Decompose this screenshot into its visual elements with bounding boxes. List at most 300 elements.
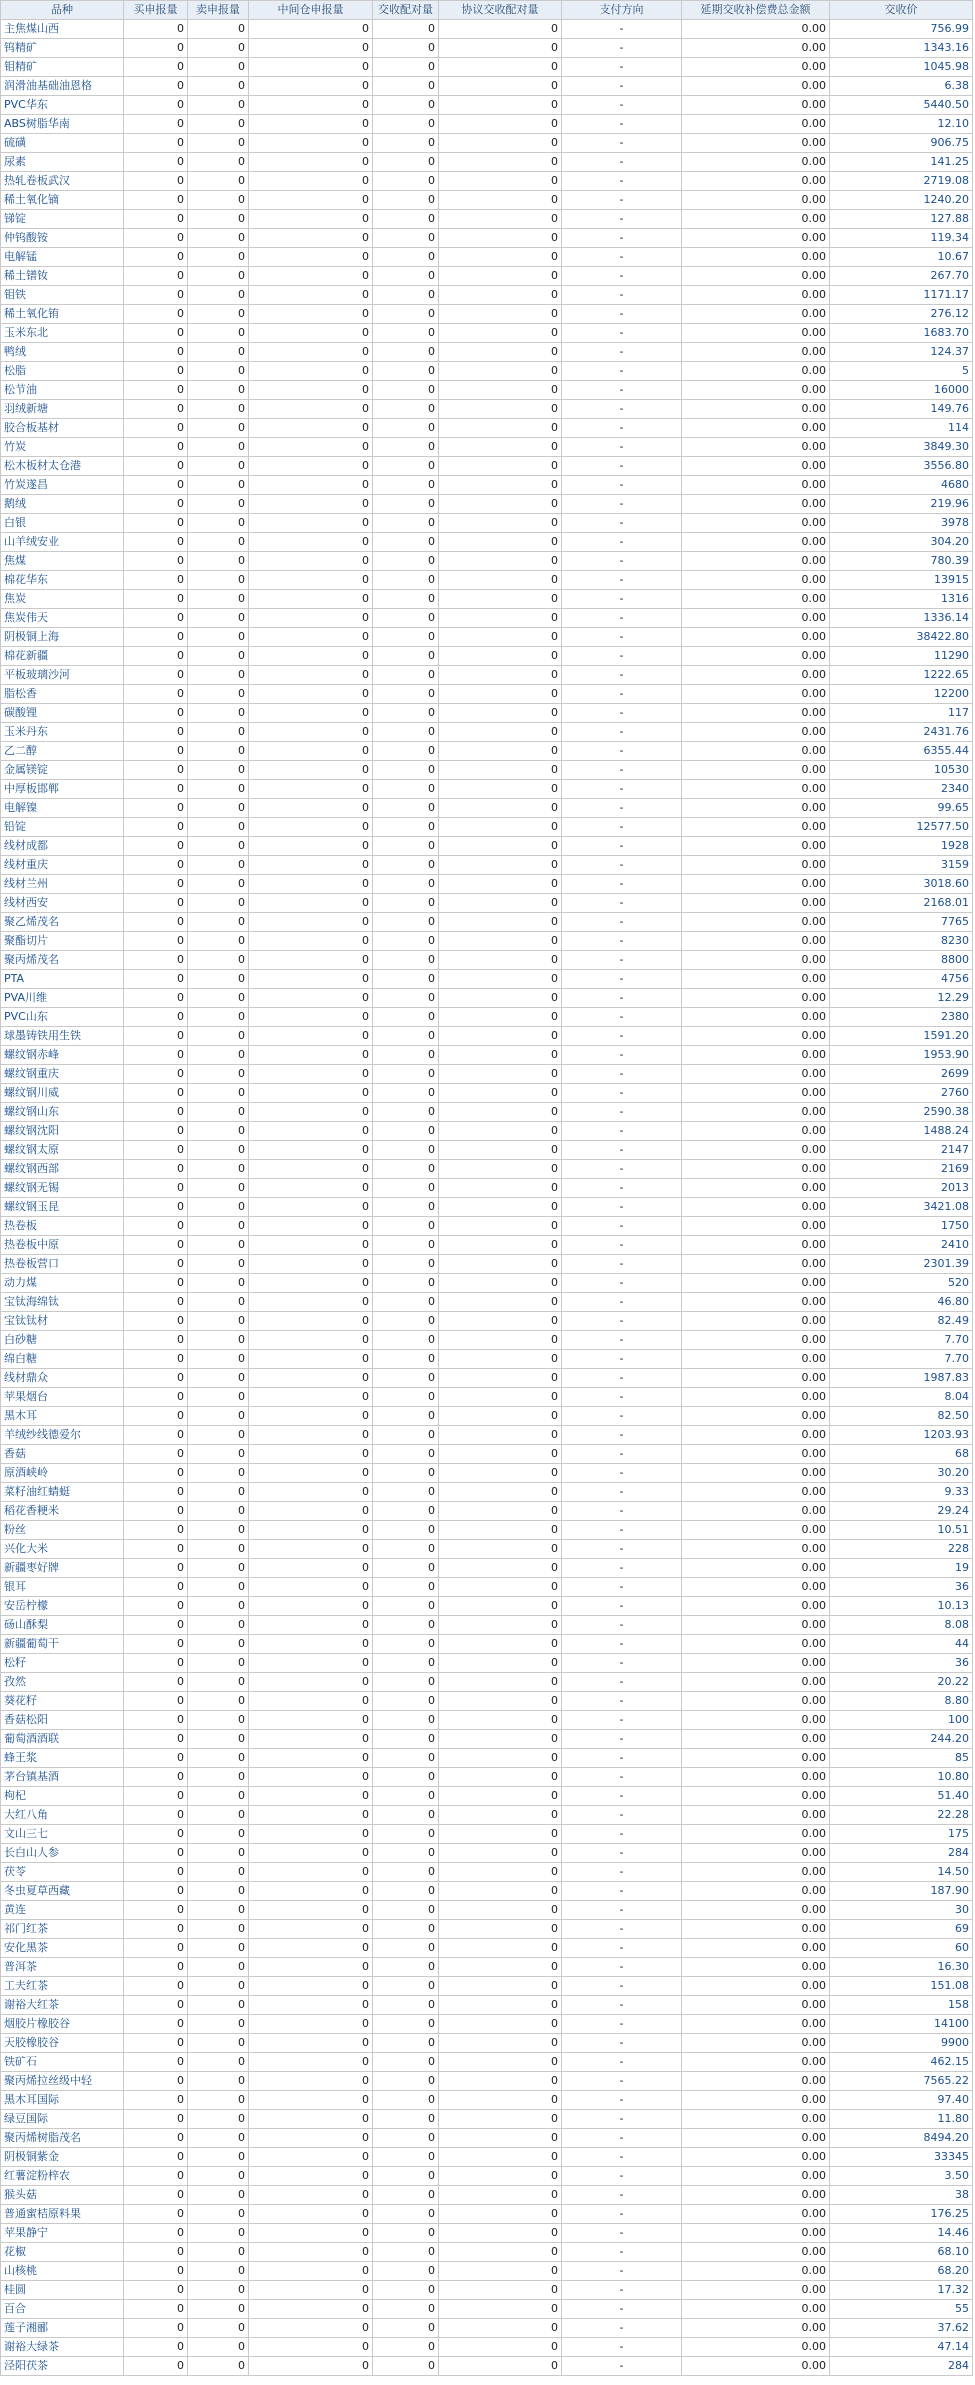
cell-sell-declared: 0 <box>188 1540 249 1559</box>
cell-delivery-price: 1343.16 <box>830 39 973 58</box>
cell-deferred-compensation: 0.00 <box>682 1730 830 1749</box>
cell-variety[interactable]: 绿豆国际 <box>1 2110 124 2129</box>
cell-delivery-matched: 0 <box>373 1958 439 1977</box>
cell-deferred-compensation: 0.00 <box>682 1559 830 1578</box>
cell-agreement-matched: 0 <box>439 381 562 400</box>
cell-deferred-compensation: 0.00 <box>682 191 830 210</box>
cell-buy-declared: 0 <box>124 20 188 39</box>
cell-agreement-matched: 0 <box>439 1312 562 1331</box>
cell-delivery-matched: 0 <box>373 58 439 77</box>
table-row <box>1 1065 973 1084</box>
cell-deferred-compensation: 0.00 <box>682 1882 830 1901</box>
cell-sell-declared: 0 <box>188 457 249 476</box>
cell-payment-direction: - <box>562 476 682 495</box>
cell-agreement-matched: 0 <box>439 2053 562 2072</box>
cell-variety[interactable]: 阴极铜上海 <box>1 628 124 647</box>
cell-intermediate-declared: 0 <box>249 1502 373 1521</box>
cell-deferred-compensation: 0.00 <box>682 324 830 343</box>
cell-variety[interactable]: 烟胶片橡胶谷 <box>1 2015 124 2034</box>
cell-deferred-compensation: 0.00 <box>682 2281 830 2300</box>
cell-variety[interactable]: 兴化大米 <box>1 1540 124 1559</box>
cell-deferred-compensation: 0.00 <box>682 2034 830 2053</box>
cell-intermediate-declared: 0 <box>249 590 373 609</box>
table-row <box>1 362 973 381</box>
cell-variety[interactable]: 葡萄酒酒联 <box>1 1730 124 1749</box>
cell-buy-declared: 0 <box>124 1274 188 1293</box>
cell-buy-declared: 0 <box>124 400 188 419</box>
table-row <box>1 1008 973 1027</box>
cell-delivery-price: 16.30 <box>830 1958 973 1977</box>
cell-sell-declared: 0 <box>188 1122 249 1141</box>
cell-variety[interactable]: 螺纹钢无锡 <box>1 1179 124 1198</box>
cell-variety[interactable]: 聚丙烯茂名 <box>1 951 124 970</box>
cell-variety[interactable]: 平板玻璃沙河 <box>1 666 124 685</box>
cell-delivery-price: 1240.20 <box>830 191 973 210</box>
cell-variety[interactable]: PTA <box>1 970 124 989</box>
cell-delivery-matched: 0 <box>373 552 439 571</box>
cell-intermediate-declared: 0 <box>249 286 373 305</box>
cell-delivery-price: 1928 <box>830 837 973 856</box>
cell-variety[interactable]: PVC山东 <box>1 1008 124 1027</box>
cell-intermediate-declared: 0 <box>249 362 373 381</box>
cell-intermediate-declared: 0 <box>249 628 373 647</box>
cell-intermediate-declared: 0 <box>249 1160 373 1179</box>
cell-deferred-compensation: 0.00 <box>682 1027 830 1046</box>
table-row <box>1 1559 973 1578</box>
cell-agreement-matched: 0 <box>439 1369 562 1388</box>
table-row <box>1 1863 973 1882</box>
cell-variety[interactable]: 蜂王浆 <box>1 1749 124 1768</box>
table-row <box>1 609 973 628</box>
cell-variety[interactable]: 红薯淀粉梓农 <box>1 2167 124 2186</box>
cell-delivery-price: 14.46 <box>830 2224 973 2243</box>
cell-delivery-price: 1953.90 <box>830 1046 973 1065</box>
cell-sell-declared: 0 <box>188 1977 249 1996</box>
cell-delivery-price: 37.62 <box>830 2319 973 2338</box>
cell-variety[interactable]: 安岳柠檬 <box>1 1597 124 1616</box>
cell-variety[interactable]: 桂圆 <box>1 2281 124 2300</box>
cell-variety[interactable]: 玉米丹东 <box>1 723 124 742</box>
cell-deferred-compensation: 0.00 <box>682 96 830 115</box>
cell-variety[interactable]: 热卷板中原 <box>1 1236 124 1255</box>
cell-intermediate-declared: 0 <box>249 495 373 514</box>
cell-payment-direction: - <box>562 970 682 989</box>
cell-payment-direction: - <box>562 609 682 628</box>
cell-intermediate-declared: 0 <box>249 476 373 495</box>
cell-payment-direction: - <box>562 799 682 818</box>
cell-sell-declared: 0 <box>188 2034 249 2053</box>
table-row <box>1 2319 973 2338</box>
cell-variety[interactable]: 普洱茶 <box>1 1958 124 1977</box>
cell-variety[interactable]: 稻花香粳米 <box>1 1502 124 1521</box>
cell-buy-declared: 0 <box>124 799 188 818</box>
cell-variety[interactable]: 黑木耳国际 <box>1 2091 124 2110</box>
cell-variety[interactable]: 螺纹钢山东 <box>1 1103 124 1122</box>
cell-variety[interactable]: 热卷板营口 <box>1 1255 124 1274</box>
cell-delivery-price: 2699 <box>830 1065 973 1084</box>
cell-variety[interactable]: 祁门红茶 <box>1 1920 124 1939</box>
cell-buy-declared: 0 <box>124 856 188 875</box>
cell-variety[interactable]: 茅台镇基酒 <box>1 1768 124 1787</box>
cell-variety[interactable]: 铅锭 <box>1 818 124 837</box>
cell-buy-declared: 0 <box>124 1654 188 1673</box>
cell-deferred-compensation: 0.00 <box>682 77 830 96</box>
cell-variety[interactable]: 锑锭 <box>1 210 124 229</box>
cell-variety[interactable]: 文山三七 <box>1 1825 124 1844</box>
cell-sell-declared: 0 <box>188 1825 249 1844</box>
cell-payment-direction: - <box>562 1236 682 1255</box>
cell-buy-declared: 0 <box>124 1236 188 1255</box>
cell-sell-declared: 0 <box>188 2053 249 2072</box>
cell-delivery-price: 119.34 <box>830 229 973 248</box>
cell-variety[interactable]: 铁矿石 <box>1 2053 124 2072</box>
cell-intermediate-declared: 0 <box>249 723 373 742</box>
cell-deferred-compensation: 0.00 <box>682 457 830 476</box>
table-row <box>1 2357 973 2376</box>
table-row <box>1 1407 973 1426</box>
cell-sell-declared: 0 <box>188 1084 249 1103</box>
cell-delivery-price: 22.28 <box>830 1806 973 1825</box>
cell-payment-direction: - <box>562 2224 682 2243</box>
cell-sell-declared: 0 <box>188 1103 249 1122</box>
cell-variety[interactable]: 谢裕大绿茶 <box>1 2338 124 2357</box>
cell-variety[interactable]: 热卷板 <box>1 1217 124 1236</box>
cell-variety[interactable]: 菜籽油红蜻蜓 <box>1 1483 124 1502</box>
cell-delivery-matched: 0 <box>373 2262 439 2281</box>
cell-variety[interactable]: 主焦煤山西 <box>1 20 124 39</box>
cell-variety[interactable]: 花椒 <box>1 2243 124 2262</box>
cell-delivery-price: 29.24 <box>830 1502 973 1521</box>
cell-variety[interactable]: 猴头菇 <box>1 2186 124 2205</box>
cell-variety[interactable]: 螺纹钢西部 <box>1 1160 124 1179</box>
cell-agreement-matched: 0 <box>439 20 562 39</box>
cell-variety[interactable]: 螺纹钢太原 <box>1 1141 124 1160</box>
cell-variety[interactable]: 稀土氧化镝 <box>1 191 124 210</box>
cell-variety[interactable]: 鸭绒 <box>1 343 124 362</box>
cell-deferred-compensation: 0.00 <box>682 2262 830 2281</box>
cell-intermediate-declared: 0 <box>249 1939 373 1958</box>
cell-intermediate-declared: 0 <box>249 818 373 837</box>
cell-intermediate-declared: 0 <box>249 1901 373 1920</box>
cell-variety[interactable]: 聚乙烯茂名 <box>1 913 124 932</box>
cell-variety[interactable]: 孜然 <box>1 1673 124 1692</box>
cell-buy-declared: 0 <box>124 96 188 115</box>
cell-buy-declared: 0 <box>124 514 188 533</box>
cell-intermediate-declared: 0 <box>249 2186 373 2205</box>
cell-variety[interactable]: 松籽 <box>1 1654 124 1673</box>
cell-variety[interactable]: 宝钛海绵钛 <box>1 1293 124 1312</box>
cell-variety[interactable]: 葵花籽 <box>1 1692 124 1711</box>
cell-variety[interactable]: 大红八角 <box>1 1806 124 1825</box>
cell-variety[interactable]: 普通蜜桔原料果 <box>1 2205 124 2224</box>
cell-delivery-price: 68 <box>830 1445 973 1464</box>
cell-variety[interactable]: 松木板材太仓港 <box>1 457 124 476</box>
cell-buy-declared: 0 <box>124 704 188 723</box>
cell-variety[interactable]: 钼精矿 <box>1 58 124 77</box>
cell-deferred-compensation: 0.00 <box>682 1483 830 1502</box>
table-row <box>1 1920 973 1939</box>
cell-intermediate-declared: 0 <box>249 1996 373 2015</box>
table-row <box>1 628 973 647</box>
cell-variety[interactable]: 松脂 <box>1 362 124 381</box>
cell-agreement-matched: 0 <box>439 1749 562 1768</box>
cell-variety[interactable]: 线材成都 <box>1 837 124 856</box>
cell-agreement-matched: 0 <box>439 1407 562 1426</box>
cell-delivery-price: 10.51 <box>830 1521 973 1540</box>
cell-buy-declared: 0 <box>124 305 188 324</box>
cell-variety[interactable]: 黄连 <box>1 1901 124 1920</box>
cell-delivery-price: 8.04 <box>830 1388 973 1407</box>
cell-variety[interactable]: 新疆葡萄干 <box>1 1635 124 1654</box>
cell-variety[interactable]: 螺纹钢玉昆 <box>1 1198 124 1217</box>
cell-intermediate-declared: 0 <box>249 2148 373 2167</box>
cell-variety[interactable]: 热轧卷板武汉 <box>1 172 124 191</box>
cell-delivery-price: 97.40 <box>830 2091 973 2110</box>
cell-deferred-compensation: 0.00 <box>682 362 830 381</box>
cell-buy-declared: 0 <box>124 1293 188 1312</box>
cell-payment-direction: - <box>562 1635 682 1654</box>
cell-variety[interactable]: 稀土氧化铕 <box>1 305 124 324</box>
cell-sell-declared: 0 <box>188 172 249 191</box>
cell-variety[interactable]: 碳酸锂 <box>1 704 124 723</box>
cell-variety[interactable]: 玉米东北 <box>1 324 124 343</box>
cell-agreement-matched: 0 <box>439 495 562 514</box>
cell-variety[interactable]: 钼铁 <box>1 286 124 305</box>
cell-variety[interactable]: 线材鼎众 <box>1 1369 124 1388</box>
cell-variety[interactable]: 电解镍 <box>1 799 124 818</box>
cell-variety[interactable]: 粉丝 <box>1 1521 124 1540</box>
cell-variety[interactable]: 香菇 <box>1 1445 124 1464</box>
cell-delivery-price: 8230 <box>830 932 973 951</box>
cell-agreement-matched: 0 <box>439 1217 562 1236</box>
cell-agreement-matched: 0 <box>439 1863 562 1882</box>
cell-buy-declared: 0 <box>124 1882 188 1901</box>
cell-deferred-compensation: 0.00 <box>682 1255 830 1274</box>
cell-variety[interactable]: 聚丙烯树脂茂名 <box>1 2129 124 2148</box>
cell-variety[interactable]: 棉花华东 <box>1 571 124 590</box>
cell-variety[interactable]: 焦炭 <box>1 590 124 609</box>
cell-delivery-matched: 0 <box>373 2300 439 2319</box>
cell-variety[interactable]: 硫磺 <box>1 134 124 153</box>
cell-agreement-matched: 0 <box>439 970 562 989</box>
cell-payment-direction: - <box>562 1711 682 1730</box>
cell-delivery-price: 1987.83 <box>830 1369 973 1388</box>
cell-deferred-compensation: 0.00 <box>682 932 830 951</box>
cell-variety[interactable]: 胶合板基材 <box>1 419 124 438</box>
cell-variety[interactable]: 尿素 <box>1 153 124 172</box>
cell-variety[interactable]: 银耳 <box>1 1578 124 1597</box>
cell-deferred-compensation: 0.00 <box>682 609 830 628</box>
cell-variety[interactable]: 山羊绒安业 <box>1 533 124 552</box>
cell-variety[interactable]: 鹅绒 <box>1 495 124 514</box>
cell-buy-declared: 0 <box>124 2357 188 2376</box>
cell-sell-declared: 0 <box>188 1483 249 1502</box>
cell-variety[interactable]: 谢裕大红茶 <box>1 1996 124 2015</box>
table-row <box>1 1445 973 1464</box>
cell-deferred-compensation: 0.00 <box>682 1939 830 1958</box>
cell-delivery-matched: 0 <box>373 1179 439 1198</box>
cell-variety[interactable]: 阴极铜紫金 <box>1 2148 124 2167</box>
cell-payment-direction: - <box>562 2148 682 2167</box>
cell-variety[interactable]: 松节油 <box>1 381 124 400</box>
cell-delivery-matched: 0 <box>373 1787 439 1806</box>
cell-buy-declared: 0 <box>124 1673 188 1692</box>
cell-variety[interactable]: 中厚板邯郸 <box>1 780 124 799</box>
cell-variety[interactable]: 焦炭伟天 <box>1 609 124 628</box>
table-row <box>1 2129 973 2148</box>
cell-deferred-compensation: 0.00 <box>682 1502 830 1521</box>
cell-intermediate-declared: 0 <box>249 989 373 1008</box>
table-row <box>1 1578 973 1597</box>
cell-payment-direction: - <box>562 438 682 457</box>
cell-intermediate-declared: 0 <box>249 400 373 419</box>
cell-variety[interactable]: 棉花新疆 <box>1 647 124 666</box>
cell-variety[interactable]: 竹炭 <box>1 438 124 457</box>
cell-variety[interactable]: 电解锰 <box>1 248 124 267</box>
cell-variety[interactable]: 羽绒新塘 <box>1 400 124 419</box>
cell-agreement-matched: 0 <box>439 1274 562 1293</box>
cell-agreement-matched: 0 <box>439 2186 562 2205</box>
cell-variety[interactable]: ABS树脂华南 <box>1 115 124 134</box>
cell-delivery-matched: 0 <box>373 704 439 723</box>
cell-variety[interactable]: PVA川维 <box>1 989 124 1008</box>
cell-variety[interactable]: 线材兰州 <box>1 875 124 894</box>
cell-delivery-matched: 0 <box>373 210 439 229</box>
cell-intermediate-declared: 0 <box>249 1635 373 1654</box>
cell-variety[interactable]: 天胶橡胶谷 <box>1 2034 124 2053</box>
cell-variety[interactable]: 动力煤 <box>1 1274 124 1293</box>
cell-sell-declared: 0 <box>188 324 249 343</box>
cell-intermediate-declared: 0 <box>249 1274 373 1293</box>
cell-variety[interactable]: 聚丙烯拉丝级中轻 <box>1 2072 124 2091</box>
cell-intermediate-declared: 0 <box>249 210 373 229</box>
cell-buy-declared: 0 <box>124 1445 188 1464</box>
cell-variety[interactable]: 焦煤 <box>1 552 124 571</box>
cell-payment-direction: - <box>562 1692 682 1711</box>
cell-variety[interactable]: 砀山酥梨 <box>1 1616 124 1635</box>
cell-variety[interactable]: 宝钛钛材 <box>1 1312 124 1331</box>
cell-agreement-matched: 0 <box>439 1882 562 1901</box>
cell-variety[interactable]: 茯苓 <box>1 1863 124 1882</box>
cell-delivery-matched: 0 <box>373 856 439 875</box>
cell-variety[interactable]: 钨精矿 <box>1 39 124 58</box>
cell-buy-declared: 0 <box>124 1312 188 1331</box>
table-row <box>1 191 973 210</box>
table-row <box>1 1141 973 1160</box>
cell-variety[interactable]: 长白山人参 <box>1 1844 124 1863</box>
cell-delivery-price: 8.08 <box>830 1616 973 1635</box>
cell-intermediate-declared: 0 <box>249 58 373 77</box>
cell-deferred-compensation: 0.00 <box>682 1711 830 1730</box>
cell-sell-declared: 0 <box>188 153 249 172</box>
cell-variety[interactable]: 竹炭遂昌 <box>1 476 124 495</box>
cell-variety[interactable]: 冬虫夏草西藏 <box>1 1882 124 1901</box>
cell-variety[interactable]: 螺纹钢沈阳 <box>1 1122 124 1141</box>
cell-variety[interactable]: 线材重庆 <box>1 856 124 875</box>
cell-payment-direction: - <box>562 533 682 552</box>
cell-variety[interactable]: 脂松香 <box>1 685 124 704</box>
cell-delivery-matched: 0 <box>373 267 439 286</box>
cell-delivery-price: 82.50 <box>830 1407 973 1426</box>
cell-sell-declared: 0 <box>188 2015 249 2034</box>
cell-variety[interactable]: 香菇松阳 <box>1 1711 124 1730</box>
cell-variety[interactable]: 螺纹钢重庆 <box>1 1065 124 1084</box>
cell-variety[interactable]: 黑木耳 <box>1 1407 124 1426</box>
cell-variety[interactable]: 原酒峡岭 <box>1 1464 124 1483</box>
cell-sell-declared: 0 <box>188 1635 249 1654</box>
cell-deferred-compensation: 0.00 <box>682 1198 830 1217</box>
cell-delivery-matched: 0 <box>373 77 439 96</box>
cell-agreement-matched: 0 <box>439 2205 562 2224</box>
header-buy-declared: 买申报量 <box>124 1 188 20</box>
cell-sell-declared: 0 <box>188 2167 249 2186</box>
cell-variety[interactable]: 球墨铸铁用生铁 <box>1 1027 124 1046</box>
header-delivery-price: 交收价 <box>830 1 973 20</box>
cell-variety[interactable]: 百合 <box>1 2300 124 2319</box>
cell-variety[interactable]: 绵白糖 <box>1 1350 124 1369</box>
cell-variety[interactable]: 稀土镨钕 <box>1 267 124 286</box>
cell-intermediate-declared: 0 <box>249 2357 373 2376</box>
cell-variety[interactable]: 螺纹钢赤峰 <box>1 1046 124 1065</box>
cell-variety[interactable]: 枸杞 <box>1 1787 124 1806</box>
cell-variety[interactable]: 安化黑茶 <box>1 1939 124 1958</box>
cell-buy-declared: 0 <box>124 1160 188 1179</box>
cell-intermediate-declared: 0 <box>249 77 373 96</box>
cell-delivery-matched: 0 <box>373 1635 439 1654</box>
cell-delivery-price: 2719.08 <box>830 172 973 191</box>
cell-variety[interactable]: 仲钨酸铵 <box>1 229 124 248</box>
table-row <box>1 799 973 818</box>
cell-variety[interactable]: 白银 <box>1 514 124 533</box>
cell-variety[interactable]: 线材西安 <box>1 894 124 913</box>
cell-variety[interactable]: 螺纹钢川威 <box>1 1084 124 1103</box>
cell-payment-direction: - <box>562 571 682 590</box>
cell-delivery-price: 2147 <box>830 1141 973 1160</box>
cell-intermediate-declared: 0 <box>249 1882 373 1901</box>
table-row <box>1 2148 973 2167</box>
cell-variety[interactable]: 苹果烟台 <box>1 1388 124 1407</box>
cell-agreement-matched: 0 <box>439 1388 562 1407</box>
cell-deferred-compensation: 0.00 <box>682 438 830 457</box>
cell-deferred-compensation: 0.00 <box>682 1977 830 1996</box>
cell-variety[interactable]: 乙二醇 <box>1 742 124 761</box>
cell-variety[interactable]: 新疆枣好牌 <box>1 1559 124 1578</box>
cell-delivery-price: 2760 <box>830 1084 973 1103</box>
cell-intermediate-declared: 0 <box>249 1122 373 1141</box>
cell-variety[interactable]: PVC华东 <box>1 96 124 115</box>
cell-deferred-compensation: 0.00 <box>682 1863 830 1882</box>
cell-variety[interactable]: 山核桃 <box>1 2262 124 2281</box>
cell-variety[interactable]: 羊绒纱线德爱尔 <box>1 1426 124 1445</box>
cell-variety[interactable]: 润滑油基础油恩格 <box>1 77 124 96</box>
cell-variety[interactable]: 金属镁锭 <box>1 761 124 780</box>
cell-agreement-matched: 0 <box>439 742 562 761</box>
cell-variety[interactable]: 白砂糖 <box>1 1331 124 1350</box>
cell-agreement-matched: 0 <box>439 1521 562 1540</box>
cell-variety[interactable]: 苹果静宁 <box>1 2224 124 2243</box>
cell-deferred-compensation: 0.00 <box>682 647 830 666</box>
cell-sell-declared: 0 <box>188 780 249 799</box>
cell-variety[interactable]: 莲子湘郦 <box>1 2319 124 2338</box>
cell-payment-direction: - <box>562 1103 682 1122</box>
cell-variety[interactable]: 聚酯切片 <box>1 932 124 951</box>
cell-variety[interactable]: 工夫红茶 <box>1 1977 124 1996</box>
cell-intermediate-declared: 0 <box>249 1046 373 1065</box>
cell-delivery-price: 14100 <box>830 2015 973 2034</box>
cell-variety[interactable]: 泾阳茯茶 <box>1 2357 124 2376</box>
table-row <box>1 495 973 514</box>
cell-agreement-matched: 0 <box>439 533 562 552</box>
